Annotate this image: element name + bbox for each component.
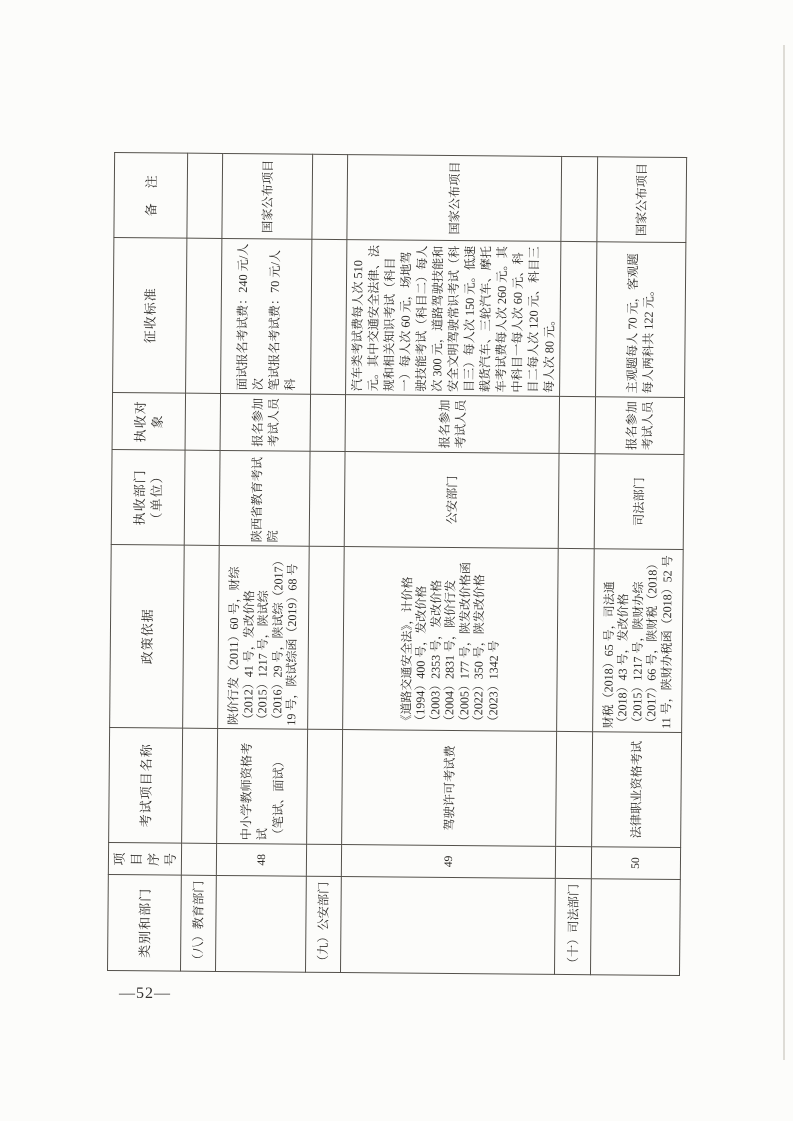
header-fee-standard: 征收标准 — [113, 238, 187, 394]
cell-remarks: 国家公布项目 — [597, 157, 687, 243]
cell-empty — [556, 731, 593, 846]
scan-edge-artifact — [783, 45, 785, 1060]
cell-empty — [216, 875, 307, 972]
cell-empty — [311, 239, 347, 394]
cell-empty — [308, 546, 345, 729]
cell-seq: 49 — [341, 845, 555, 879]
cell-empty — [186, 238, 222, 393]
cell-fee-standard: 主观题每人 70 元，客观题每人两科共 122 元。 — [596, 242, 686, 398]
cell-collecting-dept: 陕西省教育考试 院 — [219, 450, 310, 546]
item-row-48 — [216, 153, 313, 972]
cell-remarks: 国家公布项目 — [222, 153, 313, 239]
header-category: 类别和部门 — [108, 875, 182, 972]
cell-empty — [559, 396, 595, 453]
cell-exam-name: 中小学教师资格考试 （笔试、面试） — [217, 728, 308, 844]
fee-table — [107, 152, 687, 976]
table-header-row — [108, 153, 188, 972]
cell-empty — [185, 393, 220, 450]
cell-empty — [181, 843, 216, 875]
cell-payer: 报名参加 考试人员 — [595, 397, 684, 455]
item-row-49 — [340, 155, 561, 975]
cell-empty — [187, 153, 223, 238]
cell-empty — [561, 156, 598, 241]
header-exam-name: 考试项目名称 — [109, 728, 183, 844]
cell-exam-name: 法律职业资格考试 — [592, 732, 682, 848]
cell-policy-basis: 陕价行发（2011）60 号，财综（2012）41 号，发改价格（2015）1217 号，陕试综（2016）29 号，陕试综（2017）19 号，陕试综函（2019）68 号 — [218, 545, 310, 729]
cell-seq: 48 — [216, 843, 306, 876]
cell-collecting-dept: 公安部门 — [344, 452, 559, 549]
cell-category: （八）教育部门 — [181, 875, 217, 971]
cell-category: （十）司法部门 — [554, 878, 591, 974]
cell-empty — [340, 877, 555, 975]
cell-policy-basis: 财税（2018）65 号，司法通（2018）43 号，发改价格（2015）1217 号，陕财办综（2017）66 号，陕财税（2018）11 号，陕财办税函（2018）52 号 — [593, 549, 684, 733]
header-policy-basis: 政策依据 — [110, 545, 185, 729]
cell-remarks: 国家公布项目 — [347, 155, 562, 242]
cell-empty — [558, 453, 595, 548]
fee-table-rotated-container — [107, 153, 675, 976]
cell-empty — [183, 545, 220, 728]
cell-empty — [555, 846, 591, 878]
cell-exam-name: 驾驶许可考试费 — [342, 730, 557, 847]
cell-empty — [312, 154, 348, 239]
cell-empty — [306, 844, 341, 876]
cell-empty — [310, 394, 345, 451]
cell-empty — [557, 548, 595, 731]
cell-collecting-dept: 司法部门 — [594, 454, 684, 550]
cell-category: （九）公安部门 — [305, 876, 341, 972]
cell-seq: 50 — [591, 847, 680, 880]
item-row-50 — [590, 157, 686, 976]
cell-empty — [184, 450, 220, 545]
cell-fee-standard: 面试报名考试费：240 元/人次 笔试报名考试费：70 元/人科 — [221, 238, 312, 394]
cell-empty — [560, 241, 597, 396]
cell-empty — [182, 728, 218, 843]
cell-empty — [590, 879, 680, 976]
page-number: —52— — [119, 985, 171, 1002]
header-remarks: 备 注 — [114, 153, 188, 239]
cell-empty — [307, 729, 343, 844]
cell-payer: 报名参加 考试人员 — [220, 393, 310, 451]
header-collecting-dept: 执收部门 （单位） — [111, 450, 185, 546]
cell-payer: 报名参加 考试人员 — [345, 395, 559, 454]
cell-fee-standard: 汽车类考试费每人次 510 元。其中交通安全法律、法规和相关知识考试（科目一）每人次 60 元，场地驾驶技能考试（科目二）每人次 300 元，道路驾驶技能和安全文明驾驶常识考试（科目三）每人次 150 元。低速载货汽车、三轮汽车、摩托车考试费每人次 260 元。其中科目一每人次 60 元、科目二每人次 120 元、科目三每人次 80 元。 — [346, 240, 561, 397]
header-payer: 执收对象 — [112, 393, 185, 451]
cell-empty — [309, 451, 345, 546]
header-seq: 项目 序号 — [108, 843, 181, 876]
cell-policy-basis: 《道路交通安全法》，计价格（1994）400 号，发改价格（2003）2353 号，发改价格（2004）2831 号，陕价行发（2005）177 号，陕发改价格函（2022）350 号，陕发改价格（2023）1342 号 — [343, 547, 559, 732]
